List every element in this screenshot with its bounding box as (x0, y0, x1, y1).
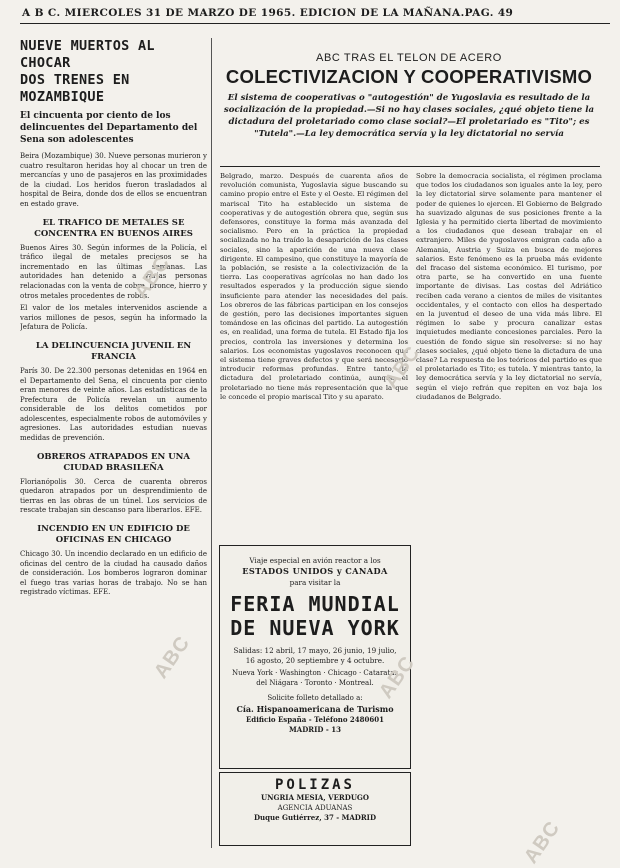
headline-line-1: NUEVE MUERTOS AL CHOCAR (20, 38, 155, 71)
section-heading: LA DELINCUENCIA JUVENIL EN FRANCIA (35, 340, 192, 362)
ad-lead: Viaje especial en avión reactor a los (249, 556, 381, 565)
ad-branch: Edificio España - Teléfono 2480601 (245, 715, 385, 725)
polizas-advertisement (219, 772, 411, 846)
watermark-logo: ABC (380, 342, 425, 393)
running-head: A B C. MIERCOLES 31 DE MARZO DE 1965. EDICION DE LA MAÑANA.PAG. 49 (22, 7, 514, 19)
polizas-line-2: AGENCIA ADUANAS (277, 804, 353, 812)
abc-article-header (218, 52, 600, 158)
column-divider (211, 38, 212, 848)
top-rule (20, 23, 610, 24)
left-subhead: El cincuenta por ciento de los delincuentes del Departamento del Sena son adolescentes (20, 111, 198, 145)
ad-destination: ESTADOS UNIDOS y CANADA (242, 566, 388, 576)
watermark-logo: ABC (520, 817, 565, 868)
ad-feria-line-2: DE NUEVA YORK (230, 616, 400, 640)
abc-rule (220, 166, 600, 167)
polizas-line-1: UNGRIA MESIA, VERDUGO (261, 793, 369, 802)
ad-feria-line-1: FERIA MUNDIAL (230, 592, 400, 616)
ad-dates: Salidas: 12 abril, 17 mayo, 26 junio, 19 julio, 16 agosto, 20 septiembre y 4 octubre. (233, 646, 397, 665)
abc-deck: El sistema de cooperativas o "autogestión" de Yugoslavia es resultado de la socialización de la propiedad.—Si no hay clases sociales, ¿qué objeto tiene la dictadura del proletariado como clase social?—El proletariado es "Tito"; es "Tutela".—La ley democrática servía y la ley dictatorial no servía (223, 93, 595, 139)
section-heading: EL TRAFICO DE METALES SE CONCENTRA EN BUENOS AIRES (34, 217, 193, 239)
left-paragraph: Buenos Aires 30. Según informes de la Policía, el tráfico ilegal de metales preciosos se ha incrementado en las últimas semanas. Las autoridades han detenido a varias personas relacionadas con la venta de cobre, bronce, hierro y otros metales procedentes de robos. (20, 243, 207, 300)
ad-org: Solicite folleto detallado a: (267, 694, 363, 703)
watermark-logo: ABC (375, 652, 420, 703)
left-paragraph: Beira (Mozambique) 30. Nueve personas murieron y cuatro resultaron heridas hoy al chocar un tren de mercancías y uno de pasajeros en las proximidades de la ciudad. Los heridos fueron trasladados al hospital de Beira, donde dos de ellos se encuentran en estado grave. (20, 152, 207, 208)
ad-agency: Cía. Hispanoamericana de Turismo (236, 704, 394, 715)
section-heading: OBREROS ATRAPADOS EN UNA CIUDAD BRASILEÑA (36, 451, 191, 473)
polizas-title: POLIZAS (274, 777, 355, 793)
abc-title: COLECTIVIZACION Y COOPERATIVISMO (225, 66, 593, 87)
ad-cities: Nueva York · Washington · Chicago · Cataratas del Niágara · Toronto · Montreal. (231, 669, 399, 687)
headline-line-2: DOS TRENES EN MOZAMBIQUE (20, 72, 130, 105)
ad-purpose: para visitar la (289, 578, 341, 587)
left-paragraph: París 30. De 22.300 personas detenidas en 1964 en el Departamento del Sena, el cincuenta por ciento eran menores de veinte años. Las estadísticas de la Prefectura de Policía revelan un aumento considerable de los delitos cometidos por adolescentes, especialmente robos de automóviles y agresiones. Las autoridades estudian nuevas medidas de prevención. (20, 366, 207, 443)
abc-column-2: Sobre la democracia socialista, el régimen proclama que todos los ciudadanos son iguales ante la ley, pero la ley dictatorial sirve solamente para mantener el poder de quienes lo ejercen. El Gobierno de Belgrado ha suavizado algunas de sus posiciones frente a la Iglesia y ha permitido cierta libertad de movimiento a los ciudadanos que desean trabajar en el extranjero. Miles de yugoslavos emigran cada año a Alemania, Austria y Suiza en busca de mejores salarios. Este fenómeno es la prueba más evidente del fracaso del sistema económico. El turismo, por otra parte, se ha convertido en una fuente importante de divisas. Las costas del Adriático reciben cada verano a cientos de miles de visitantes occidentales, y el contacto con ellos ha despertado en la juventud el deseo de una vida más libre. El régimen lo sabe y procura canalizar estas inquietudes mediante concesiones parciales. Pero la cuestión de fondo sigue sin resolverse: si no hay clases sociales, ¿qué objeto tiene la dictadura de una clase? La respuesta de los teóricos del partido es que el proletariado es Tito; es tutela. Y mientras tanto, la ley democrática servía y la ley dictatorial no servía, según el viejo refrán que repiten en voz baja los ciudadanos de Belgrado. (416, 172, 602, 401)
watermark-logo: ABC (130, 252, 175, 303)
watermark-logo: ABC (150, 632, 195, 683)
left-paragraph: El valor de los metales intervenidos asciende a varios millones de pesos, según ha informado la Jefatura de Policía. (20, 304, 207, 332)
travel-advertisement (219, 545, 411, 769)
abc-column-1: Belgrado, marzo. Después de cuarenta años de revolución comunista, Yugoslavia sigue buscando su camino propio entre el Este y el Oeste. El régimen del mariscal Tito ha establecido un sistema de cooperativas y de autogestión obrera que, según sus defensores, constituye la forma más avanzada del socialismo. Pero en la práctica la propiedad socializada no ha traído la desaparición de las clases sociales, sino la aparición de una nueva clase dirigente. El campesino, que constituye la mayoría de la población, se resiste a la colectivización de la tierra. Las cooperativas agrícolas no han dado los resultados esperados y la producción sigue siendo insuficiente para atender las necesidades del país. Los obreros de las fábricas participan en los consejos de gestión, pero las decisiones importantes siguen tomándose en las oficinas del partido. La autogestión es, en realidad, una forma de tutela. El Estado fija los precios, controla las inversiones y determina los salarios. Los economistas yugoslavos reconocen que el sistema tiene graves defectos y que será necesario introducir reformas profundas. Entre tanto, la dictadura del proletariado continúa, aunque el proletariado no tiene más representación que la que le concede el propio mariscal Tito y su aparato. (220, 172, 408, 401)
ad-city: MADRID - 13 (289, 725, 341, 735)
left-paragraph: Florianópolis 30. Cerca de cuarenta obreros quedaron atrapados por un desprendimiento de tierras en las obras de un túnel. Los servicios de rescate trabajan sin descanso para liberarlos. EFE. (20, 477, 207, 515)
polizas-line-3: Duque Gutiérrez, 37 - MADRID (253, 813, 377, 822)
abc-kicker: ABC TRAS EL TELON DE ACERO (316, 52, 502, 64)
section-heading: INCENDIO EN UN EDIFICIO DE OFICINAS EN CHICAGO (37, 524, 190, 546)
left-column (20, 38, 207, 848)
left-paragraph: Chicago 30. Un incendio declarado en un edificio de oficinas del centro de la ciudad ha causado daños de consideración. Los bomberos lograron dominar el fuego tras varias horas de trabajo. No se han registrado víctimas. EFE. (20, 550, 207, 597)
